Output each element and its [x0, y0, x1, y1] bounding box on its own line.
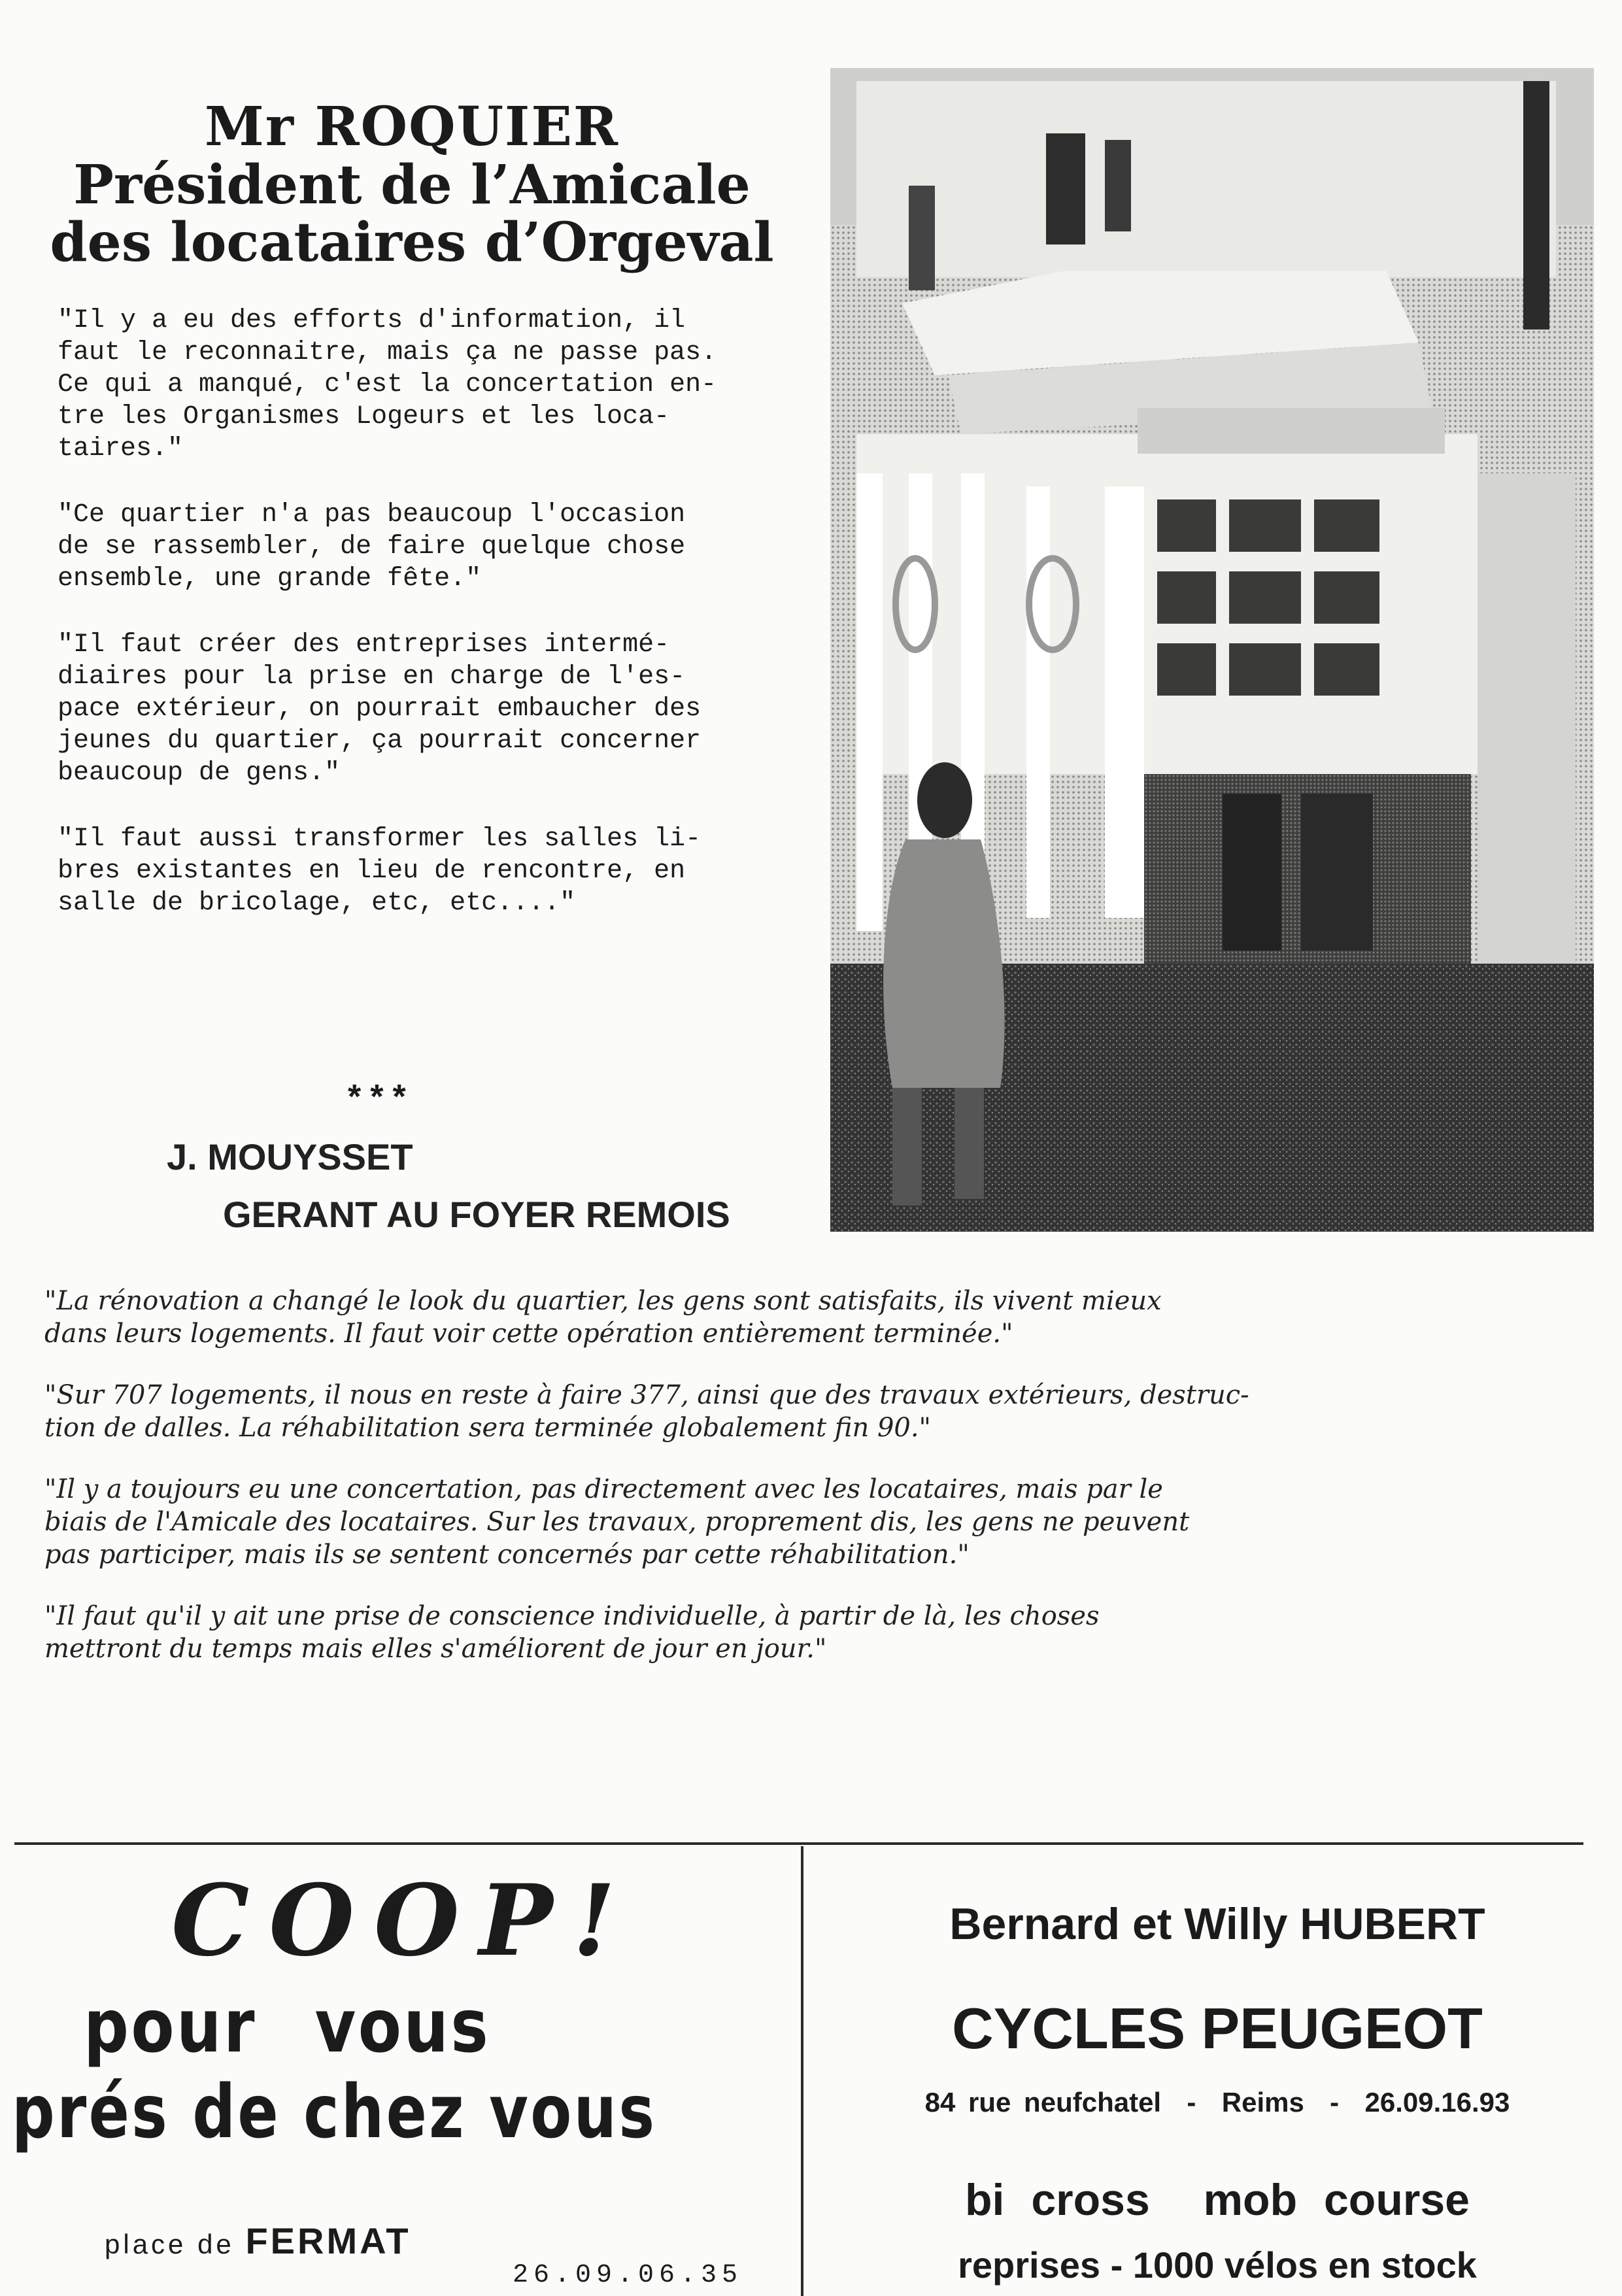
heading-line-2: Président de l’Amicale [73, 153, 751, 216]
coop-title: COOP! [171, 1863, 635, 1978]
quote-paragraph: "Sur 707 logements, il nous en reste à faire 377, ainsi que des travaux extérieurs, destruc- tion de dalles. La réhabilitation sera terminée globalement fin 90." [44, 1380, 1249, 1443]
heading-line-3: des locataires d’Orgeval [50, 211, 774, 275]
heading-line-1: Mr ROQUIER [204, 95, 620, 158]
mouysset-quotes [44, 1285, 1489, 1694]
separator-stars: *** [348, 1078, 415, 1116]
hubert-brand: CYCLES PEUGEOT [952, 1996, 1483, 2061]
coop-place-prefix: place de [105, 2229, 235, 2259]
hubert-address: 84 rue neufchatel - Reims - 26.09.16.93 [924, 2087, 1510, 2118]
quote-paragraph: "Il y a toujours eu une concertation, pas directement avec les locataires, mais par le biais de l'Amicale des locataires. Sur les travaux, proprement dis, les gens ne peuvent pas participer, mais ils se sentent concernés par cette réhabilitation." [44, 1474, 1190, 1570]
hubert-name: Bernard et Willy HUBERT [949, 1899, 1485, 1949]
coop-place-name: FERMAT [245, 2220, 411, 2261]
quote-paragraph: "Ce quartier n'a pas beaucoup l'occasion de se rassembler, de faire quelque chose ensemble, une grande fête." [58, 500, 686, 594]
ad-divider-vertical [801, 1846, 803, 2296]
quote-paragraph: "Il y a eu des efforts d'information, il faut le reconnaitre, mais ça ne passe pas. Ce qui a manqué, c'est la concertation en- tre les Organismes Logeurs et les loca- taires." [58, 306, 717, 464]
coop-place [105, 2220, 411, 2262]
signature [167, 1128, 730, 1243]
coop-line-2: prés de chez vous [12, 2070, 657, 2155]
signature-title: GERANT AU FOYER REMOIS [223, 1194, 730, 1235]
hubert-bottom-line: reprises - 1000 vélos en stock [958, 2244, 1477, 2286]
ad-divider-horizontal [14, 1842, 1583, 1845]
quote-paragraph: "La rénovation a changé le look du quartier, les gens sont satisfaits, ils vivent mieux dans leurs logements. Il faut voir cette opération entièrement terminée." [44, 1286, 1162, 1349]
article-heading [36, 95, 788, 275]
signature-name: J. MOUYSSET [167, 1136, 413, 1177]
quote-paragraph: "Il faut aussi transformer les salles li- bres existantes en lieu de rencontre, en salle de bricolage, etc, etc...." [58, 824, 701, 918]
quote-paragraph: "Il faut créer des entreprises intermé- diaires pour la prise en charge de l'es- pace extérieur, on pourrait embaucher des jeunes du quartier, ça pourrait concerner beaucoup de gens." [58, 630, 701, 788]
roquier-quotes [58, 305, 770, 953]
coop-phone: 26.09.06.35 [513, 2261, 743, 2290]
quote-paragraph: "Il faut qu'il y ait une prise de conscience individuelle, à partir de là, les choses mettront du temps mais elles s'améliorent de jour en jour." [44, 1601, 1100, 1664]
coop-line-1: pour vous [84, 1984, 491, 2069]
building-photo [830, 68, 1594, 1232]
hubert-tagline: bi cross mob course [965, 2175, 1470, 2225]
